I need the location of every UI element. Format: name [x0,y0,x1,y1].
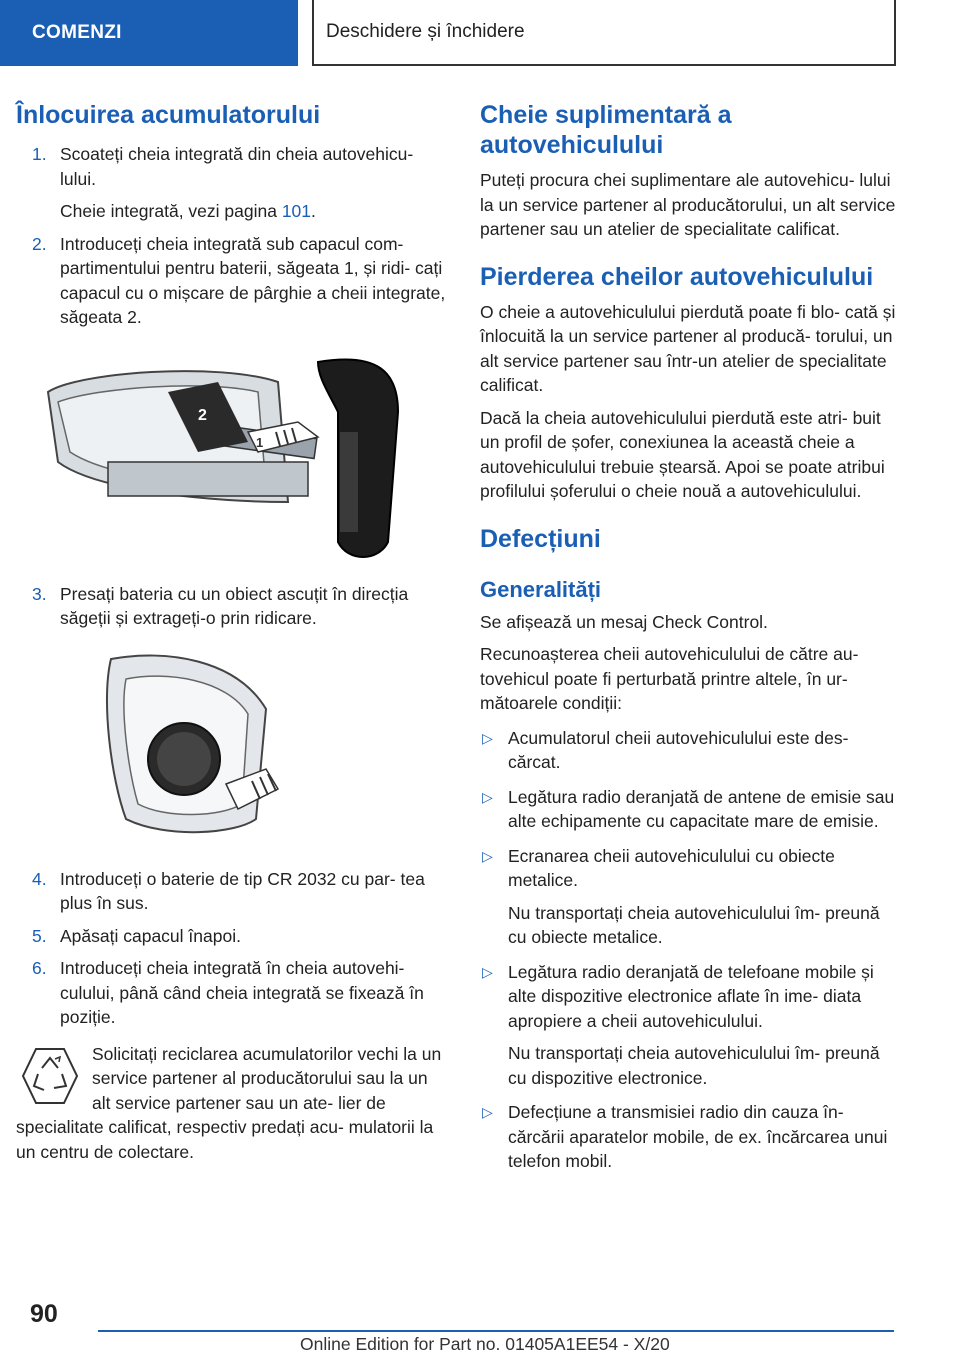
battery-compartment-illustration [16,649,450,849]
step-text: Introduceți o baterie de tip CR 2032 cu par- tea plus în sus. [60,868,425,913]
list-item-text: Ecranarea cheii autovehiculului cu obiecte metalice. [508,845,835,890]
step-5 [16,924,450,949]
list-item [480,1100,900,1174]
step-text: Scoateți cheia integrată din cheia autovehicu- lului. [60,144,414,189]
left-column [16,100,450,1164]
section-tab: COMENZI [0,0,298,66]
page-number: 90 [30,1300,58,1328]
heading-battery-replacement: Înlocuirea acumulatorului [16,101,321,129]
step-text: Apăsați capacul înapoi. [60,925,241,946]
triangle-bullet-icon: ▷ [482,847,493,864]
step-number: 4. [32,868,47,889]
heading-general: Generalități [480,576,602,602]
edition-footer: Online Edition for Part no. 01405A1EE54 - X/20 [300,1334,670,1354]
list-item-text: Legătura radio deranjată de telefoane mobile și alte dispozitive electronice aflate în ime- diata apropiere a cheii autovehiculului. [508,961,874,1031]
recycling-note-text: Solicitați reciclarea acumulatorilor vechi la un service partener al producătorului sau la un alt service partener sau un ate- lier de specialitate calificat, respectiv predați acu- mulatorii la un centru de colectare. [16,1043,442,1162]
list-item-text: Defecțiune a transmisiei radio din cauza în- cărcării aparatelor mobile, de ex. încărcarea unui telefon mobil. [508,1102,888,1171]
right-column [480,100,900,1174]
triangle-bullet-icon: ▷ [482,963,493,980]
arrow-2-label: 2 [198,406,207,424]
step-subnote: Cheie integrată, vezi pagina 101. [60,201,316,221]
step-2 [16,232,450,330]
step-3 [16,582,450,631]
triangle-bullet-icon: ▷ [482,729,493,746]
step-1 [16,142,450,224]
triangle-bullet-icon: ▷ [482,788,493,805]
list-item [480,785,900,834]
step-4 [16,867,450,916]
triangle-bullet-icon: ▷ [482,1104,493,1120]
arrow-1-label: 1 [256,434,264,450]
chapter-title: Deschidere și închidere [312,0,896,66]
step-6 [16,956,450,1030]
key-cover-illustration [18,352,452,572]
heading-lost-keys: Pierderea cheilor autovehiculului [480,262,874,291]
step-number: 2. [32,233,47,254]
heading-defects: Defecțiuni [480,524,601,553]
list-item-text: Acumulatorul cheii autovehiculului este des- cărcat. [508,727,849,772]
recycling-note [16,1042,450,1165]
step-text: Introduceți cheia integrată în cheia autovehi- culului, până când cheia integrată se fixează în poziție. [60,958,424,1027]
list-item [480,960,900,1091]
list-item-note: Nu transportați cheia autovehiculului îm- preună cu obiecte metalice. [508,902,880,947]
list-item-note: Nu transportați cheia autovehiculului îm- preună cu dispozitive electronice. [508,1043,880,1088]
step-number: 5. [32,925,47,946]
list-item-text: Legătura radio deranjată de antene de emisie sau alte echipamente cu capacitate mare de emisie. [508,786,895,831]
step-text: Introduceți cheia integrată sub capacul com- partimentului pentru baterii, săgeata 1, și ridi- cați capacul cu o mișcare de pârghie a cheii integrate, săgeata 2. [60,233,446,327]
lost-keys-paragraph-2: Dacă la cheia autovehiculului pierdută este atri- buit un profil de șofer, conexiunea la această cheie a autovehiculului trebuie ștearsă. Apoi se poate atribui profilului șoferului o cheie nouă a autovehiculului. [480,407,885,501]
general-paragraph-1: Se afișează un mesaj Check Control. [480,611,768,632]
lost-keys-paragraph-1: O cheie a autovehiculului pierdută poate fi blo- cată și înlocuită la un service partener al producă- torului, un alt service partener sau într-un atelier de specialitate calificat. [480,301,896,395]
general-paragraph-2: Recunoașterea cheii autovehiculului de către au- tovehicul poate fi perturbată printre altele, în ur- mătoarele condiții: [480,644,859,713]
step-number: 3. [32,583,47,604]
page-reference-link[interactable]: 101 [281,201,312,221]
recycle-icon [22,1048,78,1104]
heading-extra-key: Cheie suplimentară a autovehiculului [480,101,732,159]
footer-divider [98,1330,894,1332]
extra-key-paragraph: Puteți procura chei suplimentare ale autovehicu- lului la un service partener al producătorului, un alt service partener sau un atelier de specialitate calificat. [480,170,896,239]
list-item [480,844,900,950]
page-header [0,0,960,68]
step-text: Presați bateria cu un obiect ascuțit în direcția săgeții și extrageți-o prin ridicare. [60,583,409,628]
step-number: 6. [32,958,47,978]
list-item [480,726,900,775]
step-number: 1. [32,144,47,164]
